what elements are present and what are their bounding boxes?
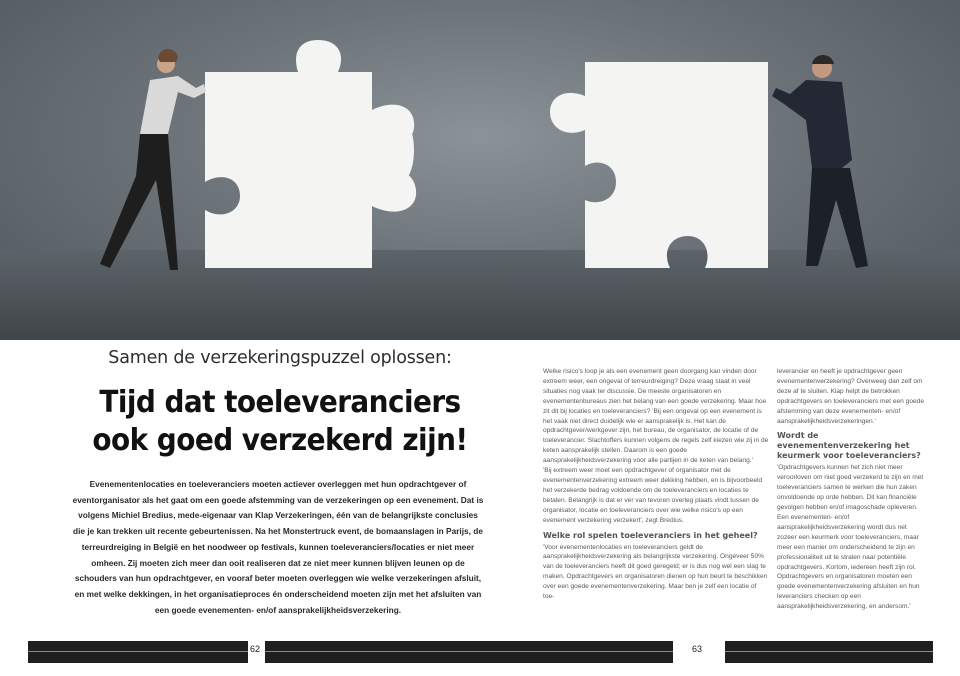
footer-bar-middle	[265, 641, 673, 663]
body-paragraph: Welke risico's loop je als een evenement geen doorgang kan vinden door extreem weer, een ongeval of terreurdreiging? Deze vraag staat in veel situaties nog vaak ter discussie. De meeste organisatoren en evenementenbureaus zien het belang van een goede verzekering. Maar hoe zit dit bij locaties en toeleveranciers? 'Bij een ongeval op een evenement is het vaak niet direct duidelijk wie er aansprakelijk is. Het kan de opdrachtgever/werkgever zijn, het bureau, de organisator, de locatie of de toeleverancier. Slachtoffers kunnen volgens de regels zelf kiezen wie zij in de keten aansprakelijk stellen. Daarom is een goede aansprakelijkheidsverzekering voor alle partijen in de keten van belang.'	[543, 368, 769, 465]
right-puzzle-piece	[550, 62, 768, 268]
section-heading: Wordt de evenementenverzekering het keurmerk voor toeleveranciers?	[777, 431, 921, 461]
headline-line-1: Tijd dat toeleveranciers	[99, 385, 461, 420]
article-kicker: Samen de verzekeringspuzzel oplossen:	[108, 348, 452, 368]
page-number-left: 62	[250, 644, 261, 654]
body-paragraph: 'Voor evenementenlocaties en toeleveranciers geldt de aansprakelijkheidsverzekering als belangrijkste verzekering. Ongeveer 50% van de toeleveranciers heeft dit goed geregeld; er is dus nog wel een slag te maken. Opdrachtgevers en organisatoren dienen op hun beurt te beschikken over een goede evenementenverzekering. Maar ben je zelf een locatie of toe-	[543, 543, 768, 601]
body-column-2	[777, 367, 927, 612]
footer-bar-left	[28, 641, 248, 663]
article-intro: Evenementenlocaties en toeleveranciers moeten actiever overleggen met hun opdrachtgever of eventorganisator als het gaat om een goede afstemming van de verzekeringen op een evenement. Dat is volgens Michiel Bredius, mede-eigenaar van Klap Verzekeringen, één van de belangrijkste conclusies die je kan trekken uit recente gebeurtenissen. Na het Monstertruck event, de bomaanslagen in Parijs, de terreurdreiging in België en het noodweer op festivals, kunnen toeleveranciers/locaties er niet meer omheen. Zij moeten zich meer dan ooit realiseren dat ze niet meer kunnen blijven leunen op de schouders van hun opdrachtgever, en vooraf beter moeten overleggen wie welke verzekeringen afsluit, en met welke dekkingen, in het organisatieproces én onderscheidend moeten zijn met het afsluiten van een goede evenementen- en/of aansprakelijkheidsverzekering.	[72, 479, 484, 615]
section-heading: Welke rol spelen toeleveranciers in het geheel?	[543, 530, 758, 540]
body-paragraph: leverancier en heeft je opdrachtgever geen evenementenverzekering? Overweeg dan zelf om deze af te sluiten. Klap helpt de betrokken opdrachtgevers en toeleveranciers met een goede afstemming van deze evenementen- en/of aansprakelijkheidsverzekeringen.'	[777, 368, 924, 425]
headline-line-2: ook goed verzekerd zijn!	[92, 423, 468, 458]
body-paragraph: 'Bij extreem weer moet een opdrachtgever of organisator met de evenementenverzekering extreem weer dekking hebben, en is bijvoorbeeld het verzekerde bedrag voldoende om de toeleveranciers en locaties te betalen. Belangrijk is dat er ver van tevoren overleg plaats vindt tussen de organisator, locatie en toeleveranciers over wie welke risico's op een evenement verzekering verzekert', zegt Bredius.	[543, 467, 763, 524]
right-puzzle-knob	[625, 94, 665, 126]
article-headline	[75, 384, 484, 460]
man-figure	[772, 55, 868, 268]
footer-bar-right	[725, 641, 933, 663]
page-number-right: 63	[692, 644, 703, 654]
body-paragraph: 'Opdrachtgevers kunnen het zich niet meer veroorloven om niet goed verzekerd te zijn en met toeleveranciers samen te werken die hun zaken onvoldoende op orde hebben. Dit kan financiële gevolgen hebben en/of imagoschade opleveren. Een evenementen- en/of aansprakelijkheidsverzekering wordt dus net zozeer een keurmerk voor toeleveranciers, maar meer een manier om onderscheidend te zijn en professionaliteit uit te stralen naar potentiële opdrachtgevers. Kortom, iedereen heeft zijn rol. Opdrachtgevers en organisatoren moeten een goede evenementenverzekering afsluiten en hun leveranciers checken op een aansprakelijkheidsverzekering, en andersom.'	[777, 464, 924, 611]
body-column-1	[543, 367, 769, 602]
woman-figure	[100, 49, 206, 270]
